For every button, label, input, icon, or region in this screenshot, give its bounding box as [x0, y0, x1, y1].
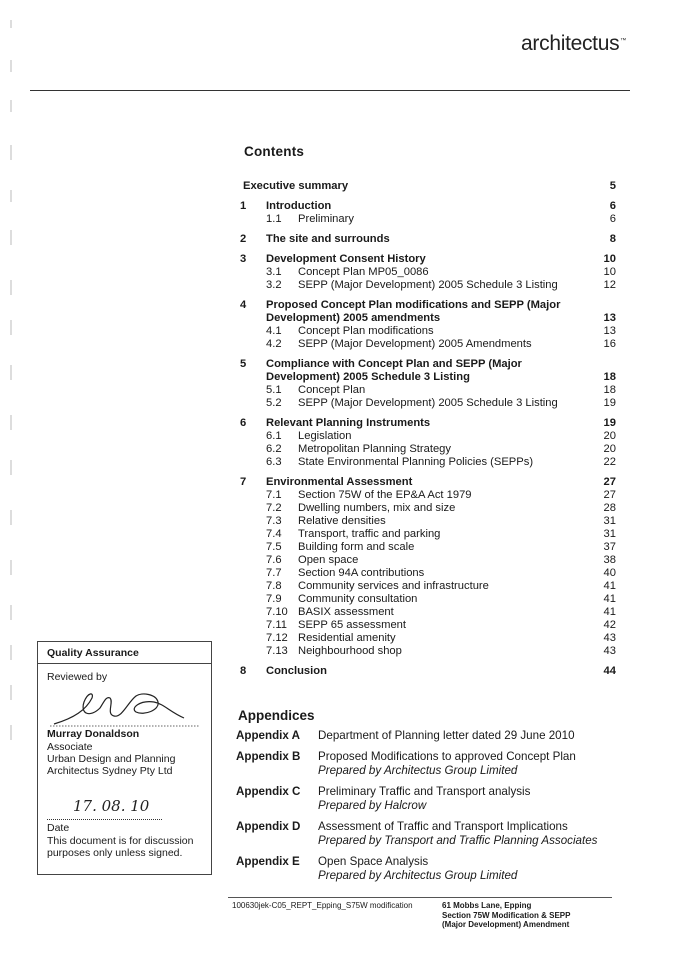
toc-subsection-number: 7.5	[266, 541, 282, 553]
handwritten-date-text: 17. 08. 10	[73, 797, 150, 815]
toc-subsection[interactable]	[240, 528, 620, 541]
toc-subsection-title: SEPP (Major Development) 2005 Schedule 3 Listing	[298, 397, 558, 409]
appendix-id: Appendix D	[236, 820, 301, 833]
toc-section-number: 3	[240, 253, 247, 265]
toc-subsection-page: 20	[603, 443, 616, 455]
reviewer-role: Associate	[47, 741, 93, 753]
toc-section-heading[interactable]	[240, 200, 620, 213]
toc-subsection-number: 7.4	[266, 528, 282, 540]
toc-subsection-number: 6.2	[266, 443, 282, 455]
toc-section	[240, 233, 620, 246]
toc-section-number: 5	[240, 358, 247, 370]
toc-section-page: 8	[609, 233, 616, 245]
toc-subsection[interactable]	[240, 430, 620, 443]
toc-subsection-number: 7.13	[266, 645, 288, 657]
toc-subsection-page: 42	[603, 619, 616, 631]
toc-subsection-title: Preliminary	[298, 213, 354, 225]
toc-subsection-title: Residential amenity	[298, 632, 396, 644]
toc-subsection-page: 13	[603, 325, 616, 337]
toc-subsection-page: 19	[603, 397, 616, 409]
toc-subsection-number: 7.10	[266, 606, 288, 618]
toc-subsection[interactable]	[240, 213, 620, 226]
toc-subsection-title: Metropolitan Planning Strategy	[298, 443, 451, 455]
toc-section	[240, 299, 620, 351]
toc-subsection-page: 12	[603, 279, 616, 291]
toc-subsection[interactable]	[240, 397, 620, 410]
toc-subsection[interactable]	[240, 266, 620, 279]
toc-section	[240, 200, 620, 226]
toc-subsection-number: 4.2	[266, 338, 282, 350]
qa-note: This document is for discussion purposes only unless signed.	[47, 835, 194, 859]
toc-subsection-title: Neighbourhood shop	[298, 645, 402, 657]
toc-section-number: 2	[240, 233, 247, 245]
appendix-author: Prepared by Architectus Group Limited	[318, 764, 518, 777]
toc-subsection-number: 7.12	[266, 632, 288, 644]
quality-assurance-box	[37, 641, 212, 875]
brand-logo	[521, 32, 626, 56]
toc-section-page: 6	[609, 200, 616, 212]
appendix-id: Appendix E	[236, 855, 300, 868]
toc-subsection[interactable]	[240, 567, 620, 580]
toc-subsection-title: SEPP 65 assessment	[298, 619, 406, 631]
toc-subsection[interactable]	[240, 325, 620, 338]
toc-section	[240, 665, 620, 678]
toc-section-heading[interactable]	[240, 253, 620, 266]
toc-subsection[interactable]	[240, 515, 620, 528]
trademark-mark: ™	[620, 38, 626, 44]
toc-subsection-title: Section 75W of the EP&A Act 1979	[298, 489, 472, 501]
toc-section-title: Relevant Planning Instruments	[266, 417, 431, 429]
toc-subsection[interactable]	[240, 456, 620, 469]
reviewer-details	[47, 741, 175, 777]
footer-divider	[228, 897, 612, 898]
toc-subsection[interactable]	[240, 443, 620, 456]
toc-section-title: Conclusion	[266, 665, 327, 677]
toc-section-number: 7	[240, 476, 247, 488]
toc-section-number: 1	[240, 200, 247, 212]
reviewer-name: Murray Donaldson	[47, 728, 140, 740]
footer-title-block	[442, 901, 592, 930]
toc-subsection-number: 7.6	[266, 554, 282, 566]
toc-subsection-number: 6.1	[266, 430, 282, 442]
toc-subsection-number: 7.2	[266, 502, 282, 514]
toc-subsection[interactable]	[240, 489, 620, 502]
toc-subsection[interactable]	[240, 606, 620, 619]
toc-section-heading[interactable]	[240, 476, 620, 489]
toc-subsection-page: 38	[603, 554, 616, 566]
toc-subsection-number: 7.11	[266, 619, 287, 631]
toc-section-page: 10	[603, 253, 616, 265]
toc-subsection-number: 7.9	[266, 593, 282, 605]
toc-section-number: 6	[240, 417, 247, 429]
date-line	[47, 819, 162, 820]
date-label: Date	[47, 822, 70, 834]
toc-subsection-title: Transport, traffic and parking	[298, 528, 441, 540]
toc-subsection-title: Relative densities	[298, 515, 386, 527]
appendices-list	[236, 729, 636, 890]
toc-section-heading[interactable]	[240, 417, 620, 430]
appendix-id: Appendix C	[236, 785, 301, 798]
toc-section-title: Environmental Assessment	[266, 476, 413, 488]
toc-executive-summary[interactable]	[240, 180, 620, 193]
appendix-title: Open Space Analysis	[318, 855, 429, 868]
toc-subsection[interactable]	[240, 554, 620, 567]
toc-subsection[interactable]	[240, 502, 620, 515]
footer-subtitle-2: (Major Development) Amendment	[442, 920, 570, 929]
appendix-author: Prepared by Transport and Traffic Planning Associates	[318, 834, 598, 847]
toc-subsection-page: 22	[603, 456, 616, 468]
toc-subsection[interactable]	[240, 593, 620, 606]
toc-subsection-page: 31	[603, 528, 616, 540]
toc-subsection-number: 1.1	[266, 213, 282, 225]
toc-section-heading[interactable]	[240, 299, 620, 325]
toc-subsection-number: 5.2	[266, 397, 282, 409]
toc-subsection-page: 31	[603, 515, 616, 527]
toc-subsection-title: Building form and scale	[298, 541, 415, 553]
toc-subsection-page: 6	[609, 213, 616, 225]
toc-subsection-page: 27	[603, 489, 616, 501]
toc-subsection-number: 5.1	[266, 384, 282, 396]
appendix-id: Appendix A	[236, 729, 300, 742]
toc-section-number: 4	[240, 299, 247, 311]
appendix-description	[318, 729, 636, 743]
toc-subsection-page: 40	[603, 567, 616, 579]
toc-subsection-number: 7.7	[266, 567, 282, 579]
toc-subsection[interactable]	[240, 619, 620, 632]
table-of-contents	[240, 178, 620, 685]
toc-subsection-page: 41	[603, 593, 616, 605]
appendix-id: Appendix B	[236, 750, 301, 763]
toc-subsection-title: Concept Plan MP05_0086	[298, 266, 429, 278]
appendix-title: Assessment of Traffic and Transport Implications	[318, 820, 568, 833]
toc-subsection[interactable]	[240, 541, 620, 554]
toc-section	[240, 358, 620, 410]
toc-section-page: 13	[603, 312, 616, 324]
qa-reviewed-by-label: Reviewed by	[47, 671, 108, 683]
toc-subsection[interactable]	[240, 384, 620, 397]
toc-subsection-title: Community consultation	[298, 593, 418, 605]
toc-subsection-title: Community services and infrastructure	[298, 580, 489, 592]
toc-section-page: 44	[603, 665, 616, 677]
toc-subsection-page: 41	[603, 580, 616, 592]
appendix-item[interactable]	[236, 785, 636, 813]
appendix-description	[318, 750, 636, 778]
appendix-author: Prepared by Halcrow	[318, 799, 427, 812]
toc-page: 5	[609, 180, 616, 192]
appendix-title: Department of Planning letter dated 29 June 2010	[318, 729, 575, 742]
footer-address: 61 Mobbs Lane, Epping	[442, 901, 532, 910]
toc-section-number: 8	[240, 665, 247, 677]
toc-subsection[interactable]	[240, 645, 620, 658]
toc-subsection-page: 20	[603, 430, 616, 442]
signature-image	[44, 688, 204, 730]
appendix-title: Preliminary Traffic and Transport analysis	[318, 785, 531, 798]
reviewer-dept: Urban Design and Planning	[47, 753, 176, 765]
toc-subsection[interactable]	[240, 338, 620, 351]
toc-subsection-title: State Environmental Planning Policies (SEPPs)	[298, 456, 534, 468]
toc-subsection-title: Concept Plan modifications	[298, 325, 434, 337]
toc-subsection-page: 10	[603, 266, 616, 278]
toc-section-title: Proposed Concept Plan modifications and SEPP (Major Development) 2005 amendments	[266, 299, 561, 324]
appendix-item[interactable]	[236, 729, 636, 743]
appendix-item[interactable]	[236, 820, 636, 848]
appendices-heading: Appendices	[238, 708, 315, 723]
toc-subsection-number: 3.2	[266, 279, 282, 291]
toc-label: Executive summary	[243, 180, 349, 192]
toc-subsection-title: Dwelling numbers, mix and size	[298, 502, 456, 514]
toc-section-title: Introduction	[266, 200, 332, 212]
toc-subsection-title: Section 94A contributions	[298, 567, 425, 579]
toc-section-heading[interactable]	[240, 233, 620, 246]
appendix-description	[318, 855, 636, 883]
appendix-description	[318, 820, 636, 848]
toc-subsection-page: 41	[603, 606, 616, 618]
toc-subsection-title: SEPP (Major Development) 2005 Schedule 3 Listing	[298, 279, 558, 291]
appendix-description	[318, 785, 636, 813]
toc-subsection-page: 37	[603, 541, 616, 553]
header-divider	[30, 90, 630, 91]
toc-subsection-number: 7.3	[266, 515, 282, 527]
toc-subsection-page: 16	[603, 338, 616, 350]
footer-subtitle-1: Section 75W Modification & SEPP	[442, 910, 571, 920]
toc-section-title: The site and surrounds	[266, 233, 390, 245]
toc-subsection-number: 4.1	[266, 325, 282, 337]
reviewer-company: Architectus Sydney Pty Ltd	[47, 765, 173, 777]
toc-subsection-page: 43	[603, 645, 616, 657]
toc-subsection-page: 43	[603, 632, 616, 644]
toc-subsection-title: Concept Plan	[298, 384, 366, 396]
qa-title: Quality Assurance	[38, 642, 211, 664]
margin-marks	[6, 20, 16, 760]
appendix-item[interactable]	[236, 750, 636, 778]
toc-subsection-page: 28	[603, 502, 616, 514]
toc-section-title: Development Consent History	[266, 253, 426, 265]
toc-subsection[interactable]	[240, 279, 620, 292]
brand-name: architectus	[521, 32, 620, 55]
toc-subsection-title: Legislation	[298, 430, 352, 442]
toc-section	[240, 253, 620, 292]
toc-subsection-number: 7.1	[266, 489, 282, 501]
toc-section-page: 27	[603, 476, 616, 488]
toc-subsection-page: 18	[603, 384, 616, 396]
toc-subsection-number: 7.8	[266, 580, 282, 592]
toc-section-page: 18	[603, 371, 616, 383]
toc-section-page: 19	[603, 417, 616, 429]
toc-sections	[240, 200, 620, 678]
footer-doc-ref: 100630jek-C05_REPT_Epping_S75W modification	[232, 901, 413, 910]
toc-subsection-title: BASIX assessment	[298, 606, 394, 618]
toc-section	[240, 476, 620, 658]
toc-section-heading[interactable]	[240, 358, 620, 384]
toc-subsection-title: Open space	[298, 554, 359, 566]
toc-subsection[interactable]	[240, 632, 620, 645]
appendix-author: Prepared by Architectus Group Limited	[318, 869, 518, 882]
appendix-title: Proposed Modifications to approved Concept Plan	[318, 750, 576, 763]
toc-subsection[interactable]	[240, 580, 620, 593]
toc-section-title: Compliance with Concept Plan and SEPP (Major Development) 2005 Schedule 3 Listing	[266, 358, 522, 383]
contents-heading: Contents	[244, 144, 305, 159]
handwritten-date	[47, 797, 162, 820]
appendix-item[interactable]	[236, 855, 636, 883]
toc-section	[240, 417, 620, 469]
toc-subsection-number: 6.3	[266, 456, 282, 468]
toc-section-heading[interactable]	[240, 665, 620, 678]
toc-subsection-title: SEPP (Major Development) 2005 Amendments	[298, 338, 532, 350]
toc-subsection-number: 3.1	[266, 266, 282, 278]
